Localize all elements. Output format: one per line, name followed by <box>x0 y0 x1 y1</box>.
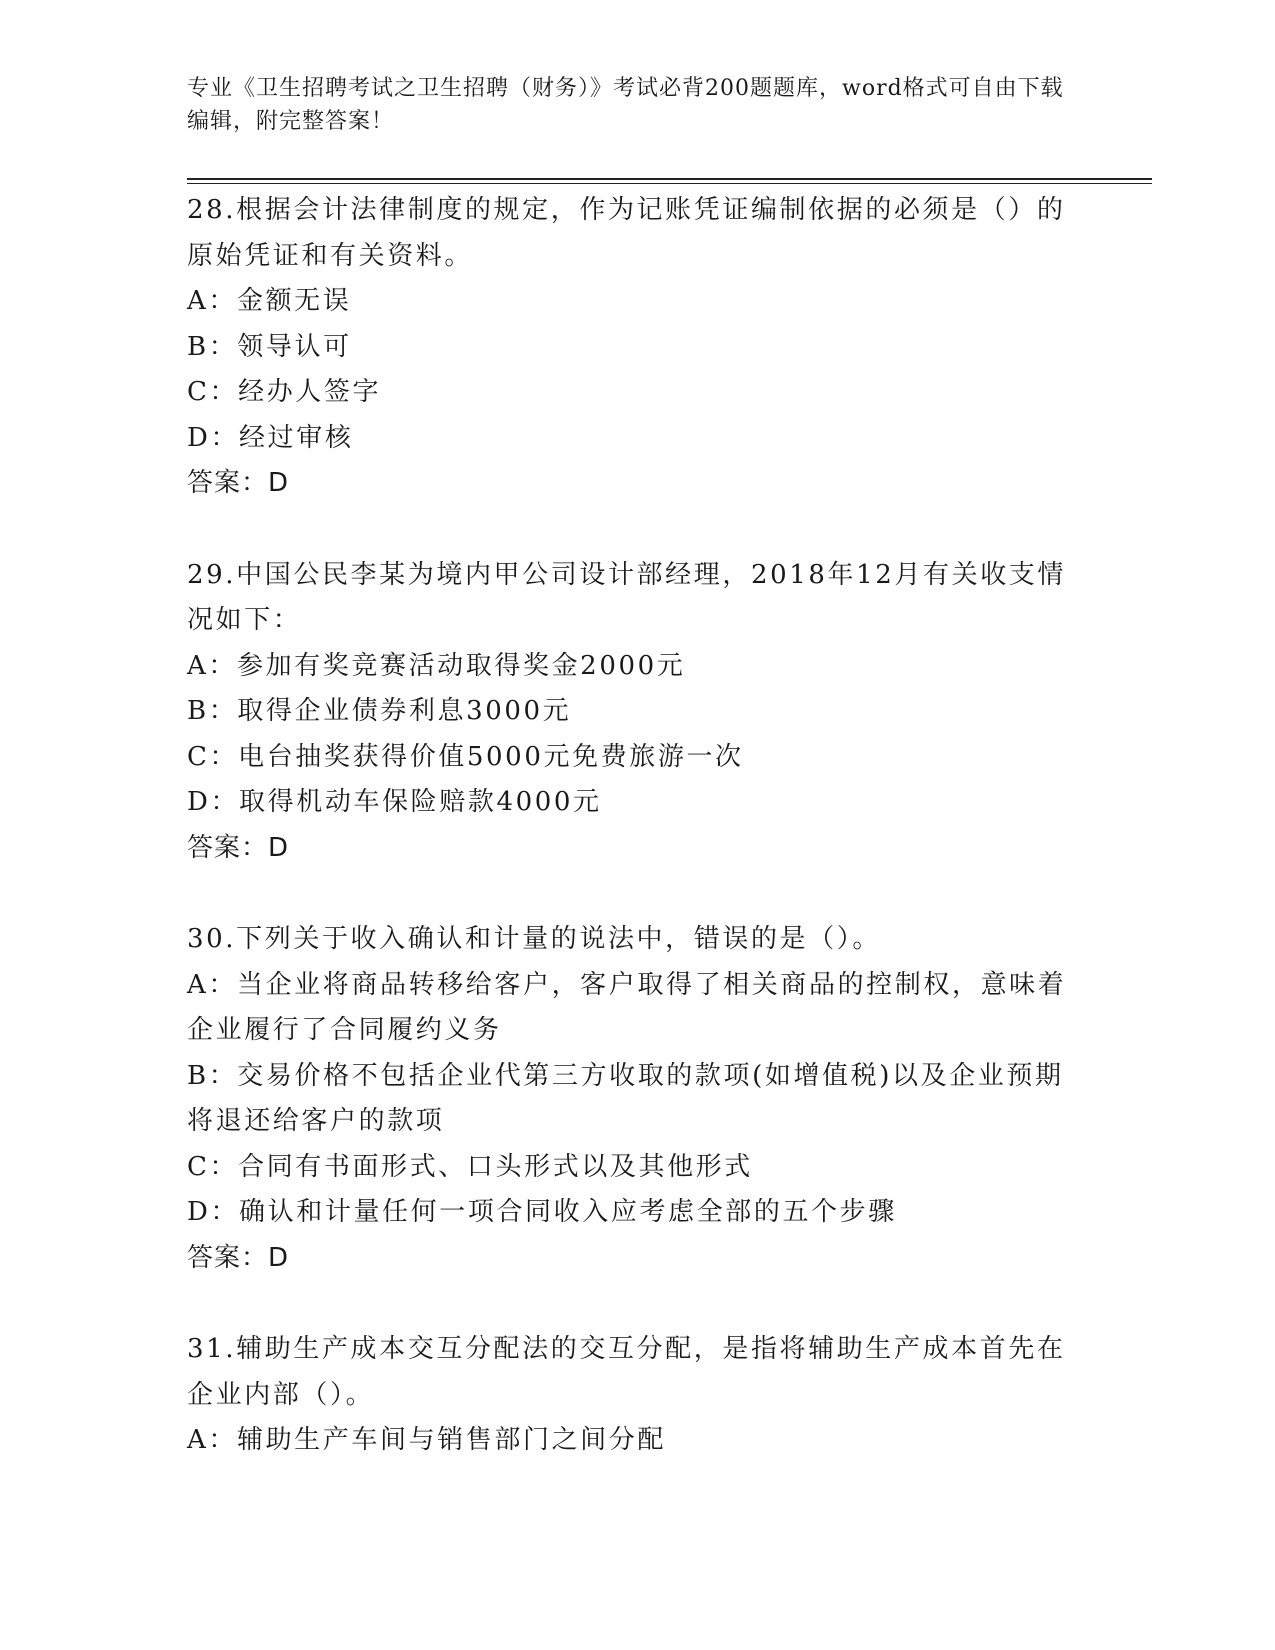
question-list <box>187 188 1067 1510</box>
question-text: 28.根据会计法律制度的规定，作为记账凭证编制依据的必须是（）的原始凭证和有关资料。 <box>187 195 1066 271</box>
question-text: 30.下列关于收入确认和计量的说法中，错误的是（）。 <box>187 924 881 954</box>
question-text: 31.辅助生产成本交互分配法的交互分配，是指将辅助生产成本首先在企业内部（）。 <box>187 1334 1066 1410</box>
option-b: B：领导认可 <box>187 331 352 362</box>
question-28 <box>187 188 1067 507</box>
option-b: B：交易价格不包括企业代第三方收取的款项(如增值税)以及企业预期将退还给客户的款项 <box>187 1060 1064 1136</box>
option-d: D：经过审核 <box>187 422 354 453</box>
question-30 <box>187 917 1067 1281</box>
question-29 <box>187 553 1067 872</box>
option-c: C：合同有书面形式、口头形式以及其他形式 <box>187 1151 753 1182</box>
option-a: A：参加有奖竞赛活动取得奖金2000元 <box>187 650 686 681</box>
answer: 答案：D <box>187 468 290 498</box>
option-c: C：经办人签字 <box>187 377 382 407</box>
header-title: 专业《卫生招聘考试之卫生招聘（财务）》考试必背200题题库，word格式可自由下载编辑，附完整答案！ <box>187 76 1064 134</box>
option-d: D：取得机动车保险赔款4000元 <box>187 787 602 817</box>
question-text: 29.中国公民李某为境内甲公司设计部经理，2018年12月有关收支情况如下： <box>187 559 1067 635</box>
header-divider-thin <box>187 183 1152 184</box>
option-d: D：确认和计量任何一项合同收入应考虑全部的五个步骤 <box>187 1197 897 1227</box>
option-a: A：辅助生产车间与销售部门之间分配 <box>187 1425 666 1455</box>
option-a: A：当企业将商品转移给客户，客户取得了相关商品的控制权，意味着企业履行了合同履约义务 <box>187 969 1067 1045</box>
answer: 答案：D <box>187 1242 290 1273</box>
document-header <box>187 72 1067 138</box>
answer: 答案：D <box>187 832 290 863</box>
header-divider <box>187 178 1152 180</box>
question-31 <box>187 1327 1067 1464</box>
option-a: A：金额无误 <box>187 286 352 316</box>
option-b: B：取得企业债券利息3000元 <box>187 696 572 726</box>
option-c: C：电台抽奖获得价值5000元免费旅游一次 <box>187 741 744 772</box>
